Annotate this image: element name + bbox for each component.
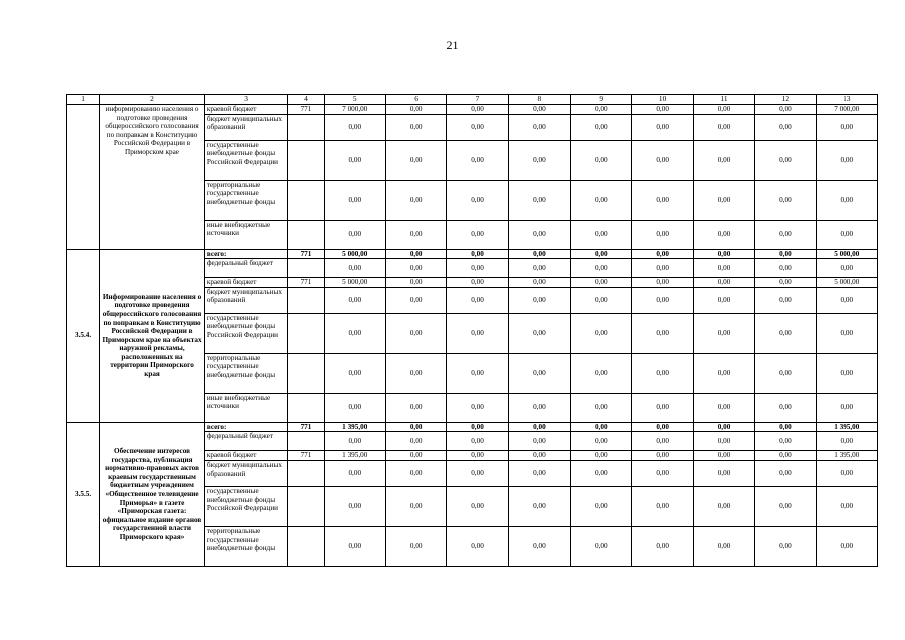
amount-cell: 0,00 [571, 526, 632, 566]
amount-cell: 0,00 [693, 220, 754, 249]
funding-source: федеральный бюджет [204, 432, 288, 451]
amount-cell: 0,00 [816, 526, 877, 566]
amount-cell: 0,00 [755, 526, 816, 566]
amount-cell: 0,00 [324, 313, 385, 353]
measure-code [67, 105, 100, 250]
amount-cell: 0,00 [508, 259, 570, 278]
amount-cell: 0,00 [755, 278, 816, 288]
amount-cell: 0,00 [816, 140, 877, 180]
measure-code: 3.5.4. [67, 249, 100, 422]
amount-cell: 0,00 [571, 287, 632, 313]
amount-cell: 0,00 [508, 460, 570, 486]
amount-cell: 5 000,00 [816, 249, 877, 259]
amount-cell: 0,00 [571, 422, 632, 432]
amount-cell: 0,00 [508, 249, 570, 259]
amount-cell: 0,00 [447, 432, 508, 451]
grbs-code-cell [288, 140, 324, 180]
funding-source: территориальные государственные внебюджетные фонды [204, 180, 288, 220]
funding-source: всего: [204, 422, 288, 432]
amount-cell: 0,00 [693, 259, 754, 278]
table-header-row [67, 95, 878, 105]
amount-cell: 0,00 [693, 278, 754, 288]
amount-cell: 0,00 [816, 313, 877, 353]
grbs-code-cell [288, 259, 324, 278]
amount-cell: 0,00 [693, 249, 754, 259]
amount-cell: 0,00 [755, 393, 816, 422]
amount-cell: 5 000,00 [816, 278, 877, 288]
amount-cell: 0,00 [385, 259, 446, 278]
amount-cell: 0,00 [632, 451, 693, 461]
amount-cell: 0,00 [632, 105, 693, 115]
funding-source: всего: [204, 249, 288, 259]
funding-source: бюджет муниципальных образований [204, 114, 288, 140]
grbs-code-cell [288, 353, 324, 393]
amount-cell: 0,00 [571, 220, 632, 249]
amount-cell: 0,00 [571, 249, 632, 259]
measure-code: 3.5.5. [67, 422, 100, 566]
amount-cell: 0,00 [755, 451, 816, 461]
amount-cell: 0,00 [693, 451, 754, 461]
amount-cell: 1 395,00 [324, 422, 385, 432]
table-row [67, 249, 878, 259]
amount-cell: 0,00 [324, 432, 385, 451]
amount-cell: 0,00 [571, 114, 632, 140]
amount-cell: 0,00 [755, 180, 816, 220]
amount-cell: 0,00 [385, 432, 446, 451]
funding-source: федеральный бюджет [204, 259, 288, 278]
amount-cell: 0,00 [755, 422, 816, 432]
amount-cell: 0,00 [385, 249, 446, 259]
grbs-code-cell [288, 432, 324, 451]
amount-cell: 0,00 [447, 278, 508, 288]
amount-cell: 0,00 [385, 486, 446, 526]
page-number: 21 [446, 38, 459, 52]
amount-cell: 0,00 [632, 278, 693, 288]
grbs-code-cell [288, 486, 324, 526]
amount-cell: 0,00 [385, 422, 446, 432]
amount-cell: 0,00 [324, 220, 385, 249]
amount-cell: 0,00 [385, 140, 446, 180]
amount-cell: 0,00 [693, 313, 754, 353]
amount-cell: 0,00 [632, 526, 693, 566]
amount-cell: 0,00 [447, 140, 508, 180]
amount-cell: 0,00 [632, 313, 693, 353]
amount-cell: 0,00 [755, 353, 816, 393]
amount-cell: 0,00 [508, 526, 570, 566]
amount-cell: 0,00 [447, 105, 508, 115]
column-header: 3 [204, 95, 288, 105]
funding-source: государственные внебюджетные фонды Российской Федерации [204, 313, 288, 353]
amount-cell: 0,00 [447, 353, 508, 393]
amount-cell: 0,00 [324, 460, 385, 486]
column-header: 4 [288, 95, 324, 105]
amount-cell: 0,00 [385, 313, 446, 353]
amount-cell: 0,00 [324, 353, 385, 393]
amount-cell: 0,00 [632, 259, 693, 278]
amount-cell: 0,00 [755, 220, 816, 249]
amount-cell: 1 395,00 [324, 451, 385, 461]
amount-cell: 0,00 [508, 486, 570, 526]
amount-cell: 0,00 [447, 180, 508, 220]
amount-cell: 0,00 [816, 220, 877, 249]
amount-cell: 0,00 [324, 114, 385, 140]
amount-cell: 5 000,00 [324, 278, 385, 288]
amount-cell: 0,00 [571, 353, 632, 393]
amount-cell: 0,00 [571, 313, 632, 353]
amount-cell: 0,00 [755, 105, 816, 115]
amount-cell: 0,00 [385, 180, 446, 220]
amount-cell: 0,00 [508, 287, 570, 313]
column-header: 13 [816, 95, 877, 105]
amount-cell: 0,00 [632, 422, 693, 432]
amount-cell: 0,00 [755, 432, 816, 451]
column-header: 11 [693, 95, 754, 105]
amount-cell: 7 000,00 [324, 105, 385, 115]
amount-cell: 0,00 [447, 287, 508, 313]
amount-cell: 0,00 [755, 140, 816, 180]
grbs-code-cell [288, 460, 324, 486]
column-header: 12 [755, 95, 816, 105]
amount-cell: 0,00 [632, 287, 693, 313]
amount-cell: 0,00 [816, 393, 877, 422]
amount-cell: 0,00 [571, 451, 632, 461]
grbs-code-cell [288, 114, 324, 140]
amount-cell: 0,00 [508, 353, 570, 393]
funding-source: государственные внебюджетные фонды Российской Федерации [204, 486, 288, 526]
amount-cell: 0,00 [508, 140, 570, 180]
amount-cell: 0,00 [571, 180, 632, 220]
amount-cell: 0,00 [693, 287, 754, 313]
amount-cell: 0,00 [385, 460, 446, 486]
amount-cell: 0,00 [447, 393, 508, 422]
grbs-code-cell [288, 287, 324, 313]
amount-cell: 0,00 [324, 180, 385, 220]
amount-cell: 0,00 [385, 526, 446, 566]
amount-cell: 0,00 [693, 180, 754, 220]
budget-table [66, 94, 878, 567]
amount-cell: 0,00 [385, 287, 446, 313]
amount-cell: 0,00 [324, 486, 385, 526]
grbs-code-cell [288, 393, 324, 422]
amount-cell: 0,00 [571, 432, 632, 451]
amount-cell: 0,00 [816, 460, 877, 486]
amount-cell: 0,00 [324, 259, 385, 278]
amount-cell: 0,00 [385, 451, 446, 461]
amount-cell: 0,00 [632, 393, 693, 422]
amount-cell: 0,00 [693, 486, 754, 526]
amount-cell: 0,00 [508, 451, 570, 461]
grbs-code-cell: 771 [288, 249, 324, 259]
amount-cell: 0,00 [693, 393, 754, 422]
amount-cell: 0,00 [693, 432, 754, 451]
amount-cell: 0,00 [755, 287, 816, 313]
column-header: 1 [67, 95, 100, 105]
amount-cell: 0,00 [447, 460, 508, 486]
amount-cell: 7 000,00 [816, 105, 877, 115]
amount-cell: 0,00 [693, 422, 754, 432]
grbs-code-cell: 771 [288, 451, 324, 461]
amount-cell: 0,00 [447, 220, 508, 249]
funding-source: бюджет муниципальных образований [204, 287, 288, 313]
amount-cell: 0,00 [632, 460, 693, 486]
amount-cell: 1 395,00 [816, 451, 877, 461]
amount-cell: 0,00 [816, 259, 877, 278]
amount-cell: 0,00 [571, 486, 632, 526]
amount-cell: 0,00 [632, 180, 693, 220]
amount-cell: 0,00 [447, 486, 508, 526]
amount-cell: 0,00 [508, 180, 570, 220]
amount-cell: 0,00 [447, 451, 508, 461]
amount-cell: 0,00 [755, 249, 816, 259]
amount-cell: 0,00 [693, 140, 754, 180]
funding-source: государственные внебюджетные фонды Российской Федерации [204, 140, 288, 180]
amount-cell: 0,00 [508, 393, 570, 422]
funding-source: краевой бюджет [204, 278, 288, 288]
measure-description: информированию населения о подготовке проведения общероссийского голосования по поправкам в Конституцию Российской Федерации в Приморском крае [100, 105, 205, 250]
funding-source: иные внебюджетные источники [204, 393, 288, 422]
amount-cell: 0,00 [571, 460, 632, 486]
amount-cell: 0,00 [385, 278, 446, 288]
amount-cell: 0,00 [447, 422, 508, 432]
amount-cell: 0,00 [447, 526, 508, 566]
column-header: 10 [632, 95, 693, 105]
grbs-code-cell [288, 526, 324, 566]
amount-cell: 1 395,00 [816, 422, 877, 432]
amount-cell: 0,00 [632, 353, 693, 393]
amount-cell: 0,00 [693, 460, 754, 486]
amount-cell: 0,00 [816, 486, 877, 526]
amount-cell: 0,00 [632, 432, 693, 451]
amount-cell: 0,00 [508, 105, 570, 115]
amount-cell: 0,00 [324, 526, 385, 566]
column-header: 5 [324, 95, 385, 105]
amount-cell: 0,00 [632, 249, 693, 259]
amount-cell: 0,00 [508, 422, 570, 432]
funding-source: краевой бюджет [204, 451, 288, 461]
amount-cell: 0,00 [816, 432, 877, 451]
amount-cell: 0,00 [632, 114, 693, 140]
grbs-code-cell: 771 [288, 422, 324, 432]
amount-cell: 0,00 [693, 353, 754, 393]
amount-cell: 0,00 [324, 393, 385, 422]
measure-description: Информирование населения о подготовке проведения общероссийского голосования по поправкам в Конституцию Российской Федерации в Приморском крае на объектах наружной рекламы, расположенных на территории Приморского края [100, 249, 205, 422]
amount-cell: 0,00 [447, 313, 508, 353]
funding-source: бюджет муниципальных образований [204, 460, 288, 486]
amount-cell: 0,00 [385, 105, 446, 115]
amount-cell: 0,00 [571, 278, 632, 288]
amount-cell: 0,00 [324, 287, 385, 313]
grbs-code-cell [288, 313, 324, 353]
grbs-code-cell: 771 [288, 105, 324, 115]
amount-cell: 0,00 [508, 220, 570, 249]
amount-cell: 0,00 [755, 259, 816, 278]
amount-cell: 0,00 [755, 486, 816, 526]
grbs-code-cell [288, 180, 324, 220]
amount-cell: 0,00 [755, 460, 816, 486]
column-header: 8 [508, 95, 570, 105]
amount-cell: 0,00 [447, 249, 508, 259]
table-row [67, 105, 878, 115]
grbs-code-cell [288, 220, 324, 249]
amount-cell: 0,00 [385, 220, 446, 249]
amount-cell: 0,00 [571, 140, 632, 180]
amount-cell: 0,00 [693, 114, 754, 140]
amount-cell: 0,00 [693, 105, 754, 115]
amount-cell: 0,00 [571, 259, 632, 278]
amount-cell: 0,00 [816, 180, 877, 220]
amount-cell: 0,00 [385, 353, 446, 393]
amount-cell: 0,00 [693, 526, 754, 566]
amount-cell: 0,00 [385, 114, 446, 140]
grbs-code-cell: 771 [288, 278, 324, 288]
funding-source: иные внебюджетные источники [204, 220, 288, 249]
amount-cell: 0,00 [816, 114, 877, 140]
amount-cell: 0,00 [508, 313, 570, 353]
amount-cell: 0,00 [632, 486, 693, 526]
column-header: 2 [100, 95, 205, 105]
funding-source: краевой бюджет [204, 105, 288, 115]
table-body [67, 95, 878, 567]
amount-cell: 5 000,00 [324, 249, 385, 259]
amount-cell: 0,00 [447, 114, 508, 140]
amount-cell: 0,00 [571, 105, 632, 115]
amount-cell: 0,00 [571, 393, 632, 422]
funding-source: территориальные государственные внебюджетные фонды [204, 526, 288, 566]
amount-cell: 0,00 [508, 114, 570, 140]
column-header: 6 [385, 95, 446, 105]
amount-cell: 0,00 [632, 220, 693, 249]
amount-cell: 0,00 [816, 353, 877, 393]
amount-cell: 0,00 [508, 432, 570, 451]
amount-cell: 0,00 [508, 278, 570, 288]
amount-cell: 0,00 [447, 259, 508, 278]
funding-source: территориальные государственные внебюджетные фонды [204, 353, 288, 393]
amount-cell: 0,00 [816, 287, 877, 313]
column-header: 9 [571, 95, 632, 105]
amount-cell: 0,00 [755, 313, 816, 353]
table-row [67, 422, 878, 432]
amount-cell: 0,00 [755, 114, 816, 140]
amount-cell: 0,00 [632, 140, 693, 180]
amount-cell: 0,00 [324, 140, 385, 180]
column-header: 7 [447, 95, 508, 105]
amount-cell: 0,00 [385, 393, 446, 422]
measure-description: Обеспечение интересов государства, публикация нормативно-правовых актов краевым государственным бюджетным учреждением «Общественное телевидение Приморья» в газете «Приморская газета: официальное издание органов государственной власти Приморского края» [100, 422, 205, 566]
